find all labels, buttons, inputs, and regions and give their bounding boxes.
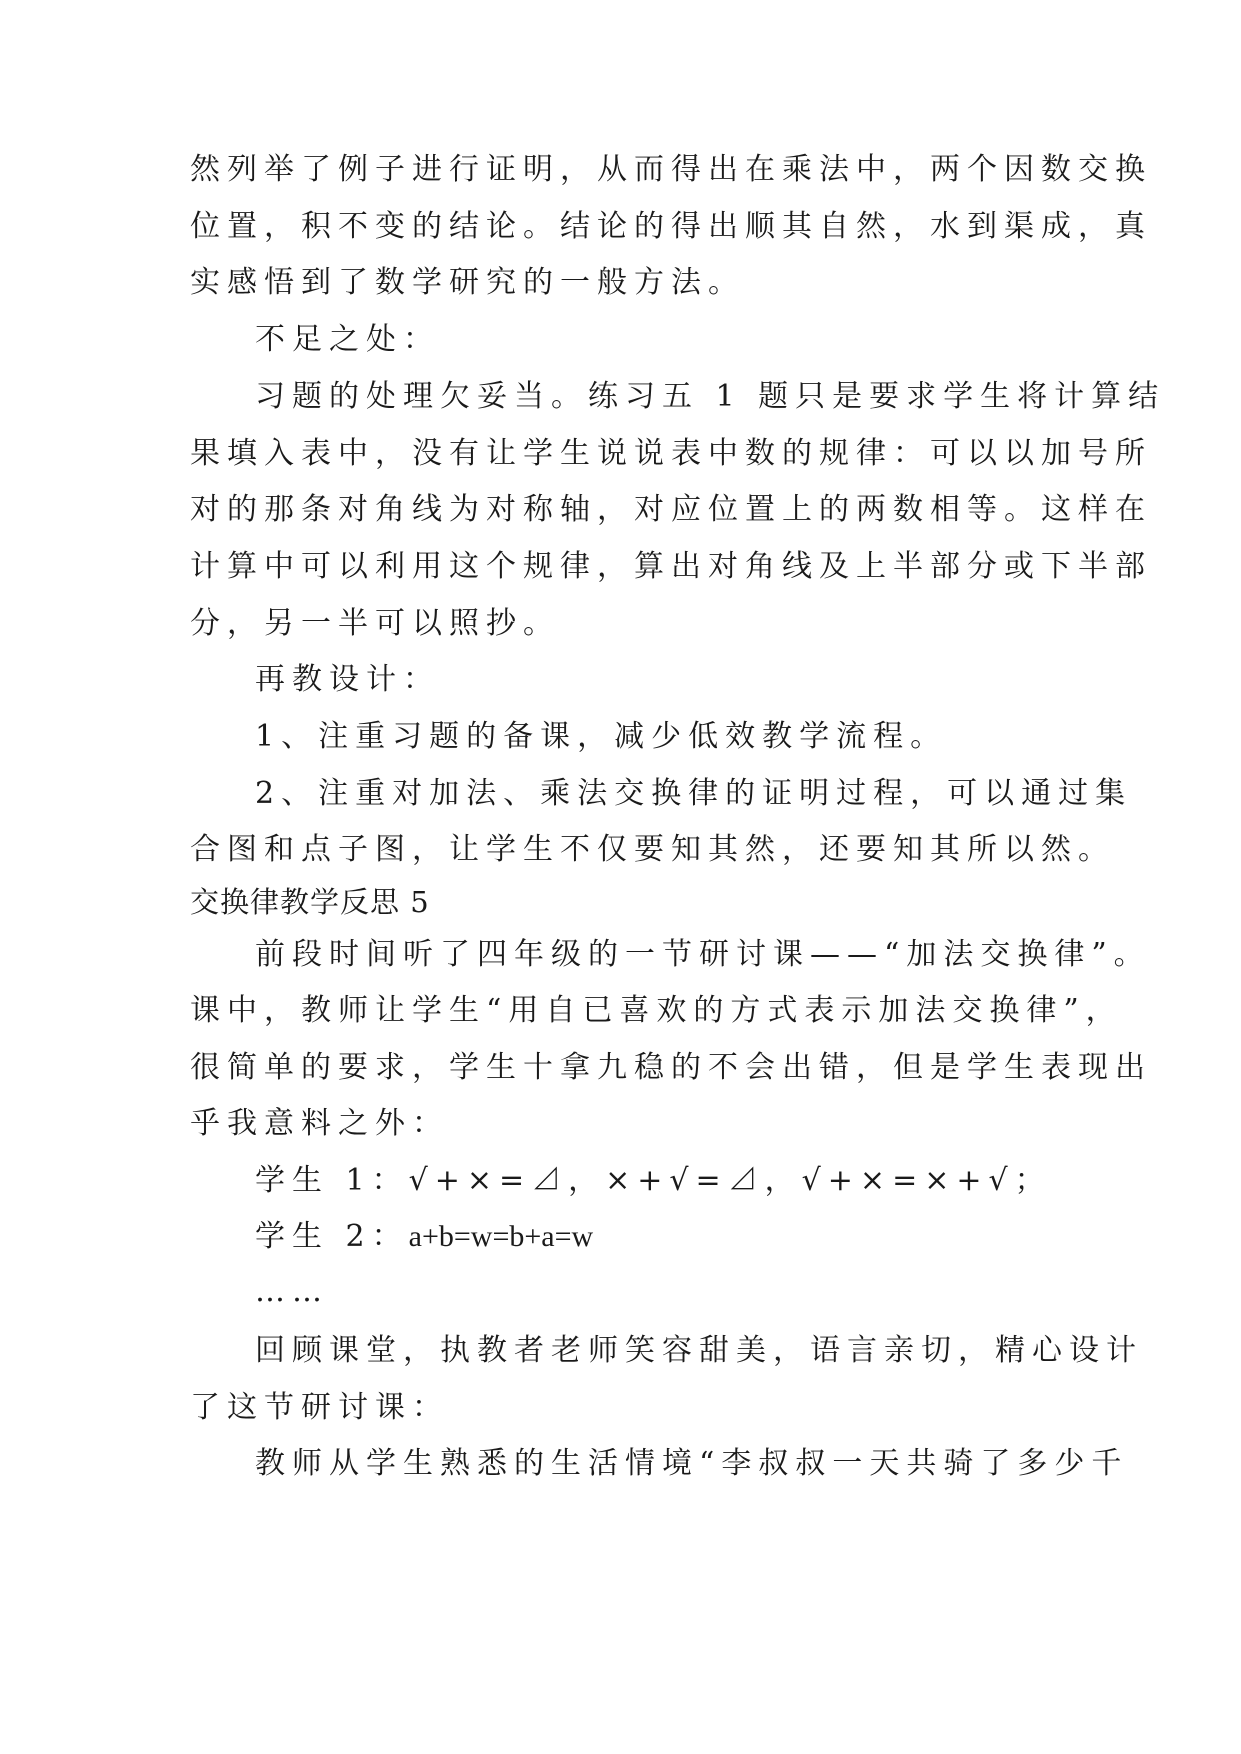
example-formula: a+b=w=b+a=w: [408, 1220, 594, 1253]
paragraph-line: 课中，教师让学生“用自已喜欢的方式表示加法交换律”，: [190, 993, 1123, 1028]
paragraph-line: 计算中可以利用这个规律，算出对角线及上半部分或下半部: [190, 549, 1152, 584]
paragraph-line: 了这节研讨课：: [190, 1390, 449, 1425]
paragraph-line: 乎我意料之外：: [190, 1106, 449, 1141]
paragraph-line: 合图和点子图，让学生不仅要知其然，还要知其所以然。: [190, 832, 1115, 867]
list-item: 1、注重习题的备课，减少低效教学流程。: [255, 719, 948, 754]
paragraph-line: 前段时间听了四年级的一节研讨课——“加法交换律”。: [255, 937, 1151, 972]
paragraph-line: 实感悟到了数学研究的一般方法。: [190, 265, 745, 300]
paragraph-line: 果填入表中，没有让学生说说表中数的规律：可以以加号所: [190, 436, 1152, 471]
paragraph-line: 对的那条对角线为对称轴，对应位置上的两数相等。这样在: [190, 492, 1152, 527]
example-line: [255, 1217, 593, 1257]
example-label: 学生 2：: [255, 1219, 409, 1254]
list-item: 2、注重对加法、乘法交换律的证明过程，可以通过集: [255, 776, 1133, 811]
section-label: 不足之处：: [255, 322, 440, 357]
paragraph-line: 分，另一半可以照抄。: [190, 606, 560, 641]
paragraph-line: 很简单的要求，学生十拿九稳的不会出错，但是学生表现出: [190, 1050, 1152, 1085]
paragraph-line: 然列举了例子进行证明，从而得出在乘法中，两个因数交换: [190, 152, 1152, 187]
paragraph-line: 习题的处理欠妥当。练习五 1 题只是要求学生将计算结: [255, 379, 1166, 414]
paragraph-line: 教师从学生熟悉的生活情境“李叔叔一天共骑了多少千: [255, 1446, 1129, 1481]
paragraph-line: 位置，积不变的结论。结论的得出顺其自然，水到渠成，真: [190, 209, 1152, 244]
paragraph-line: 回顾课堂，执教者老师笑容甜美，语言亲切，精心设计: [255, 1333, 1143, 1368]
ellipsis: ……: [255, 1274, 329, 1309]
section-label: 再教设计：: [255, 662, 440, 697]
section-title: 交换律教学反思 5: [190, 885, 430, 919]
example-line: 学生 1：√+×=⊿，×+√=⊿，√+×=×+√；: [255, 1163, 1052, 1198]
